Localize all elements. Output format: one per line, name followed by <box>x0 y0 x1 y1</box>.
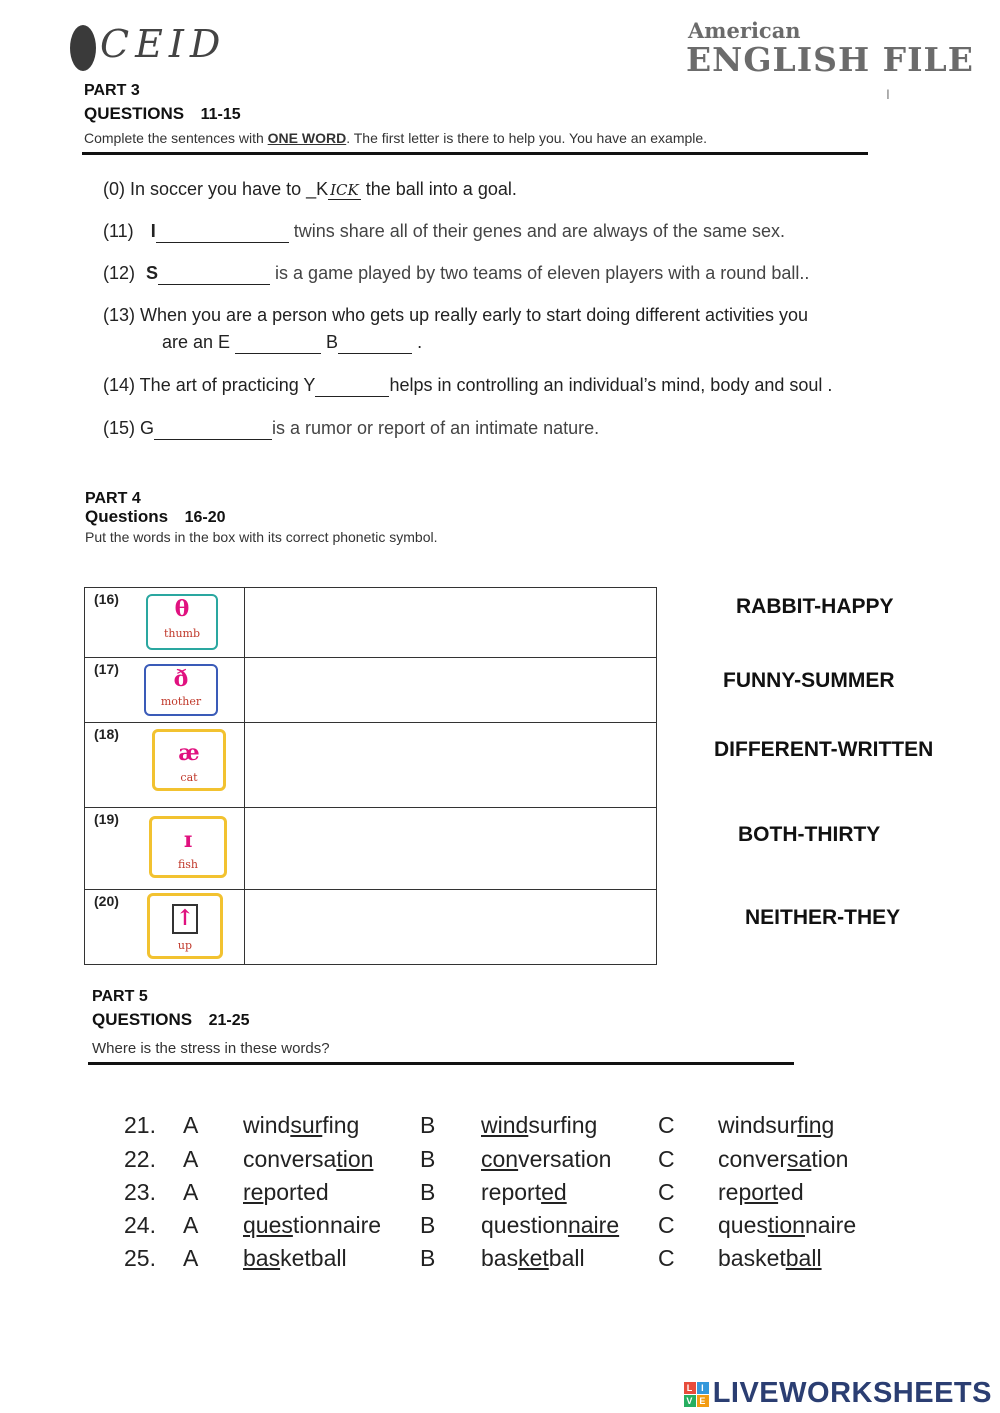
option-letter-a: A <box>183 1245 199 1271</box>
stress-option-c[interactable]: conversation <box>718 1146 849 1172</box>
phonetic-symbol-cell: (17) ð mother <box>85 658 245 723</box>
phonetic-row-17 <box>85 658 657 723</box>
option-letter-b: B <box>420 1212 436 1238</box>
question-15: (15) G is a rumor or report of an intimate nature. <box>103 418 600 438</box>
stress-option-b[interactable]: windsurfing <box>481 1112 598 1138</box>
stress-option-a[interactable]: basketball <box>243 1245 347 1271</box>
liveworksheets-badge-icon: L I V E <box>684 1382 709 1407</box>
part3-range: 11-15 <box>200 106 241 123</box>
fish-i-icon: ɪ fish <box>149 816 227 878</box>
option-letter-b: B <box>420 1245 436 1271</box>
word-pair-4[interactable]: BOTH-THIRTY <box>738 823 881 846</box>
question-12: (12) S is a game played by two teams of eleven players with a round ball.. <box>103 263 810 283</box>
phonetic-row-20 <box>85 890 657 965</box>
stress-question-number: 21. <box>124 1112 156 1138</box>
stress-option-c[interactable]: reported <box>718 1179 804 1205</box>
phonetic-symbol-cell: (18) æ cat <box>85 723 245 808</box>
phonetic-answer-cell-16[interactable] <box>245 588 657 658</box>
stress-question-number: 24. <box>124 1212 156 1238</box>
phonetic-row-16 <box>85 588 657 658</box>
brand-english-file: ENGLISH FILE <box>686 40 974 79</box>
word-pair-3[interactable]: DIFFERENT-WRITTEN <box>714 738 934 761</box>
stress-question-number: 25. <box>124 1245 156 1271</box>
phonetic-table <box>84 587 657 965</box>
part5-questions-header <box>92 1010 250 1030</box>
phonetic-answer-cell-20[interactable] <box>245 890 657 965</box>
q12-answer-field[interactable] <box>158 266 270 285</box>
stress-question-number: 23. <box>124 1179 156 1205</box>
q13-answer-field-b[interactable] <box>338 335 412 354</box>
mother-eth-icon: ð mother <box>144 664 218 716</box>
option-letter-c: C <box>658 1146 675 1172</box>
question-13-line1: (13) When you are a person who gets up really early to start doing different activities you <box>103 305 809 325</box>
part5-range: 21-25 <box>208 1012 250 1029</box>
part4-title: PART 4 <box>85 490 141 507</box>
phonetic-symbol-cell: (20) ↑ up <box>85 890 245 965</box>
one-word-emphasis: ONE WORD <box>267 130 347 146</box>
stress-option-a[interactable]: windsurfing <box>243 1112 360 1138</box>
stress-option-a[interactable]: reported <box>243 1179 329 1205</box>
part3-divider <box>82 152 868 155</box>
word-pair-5[interactable]: NEITHER-THEY <box>745 906 901 929</box>
part5-questions-label: QUESTIONS <box>92 1010 193 1029</box>
liveworksheets-logo: L I V E LIVEWORKSHEETS <box>684 1377 992 1410</box>
thumb-theta-icon: θ thumb <box>146 594 218 650</box>
phonetic-symbol-cell: (19) ɪ fish <box>85 808 245 890</box>
part4-instruction: Put the words in the box with its correct phonetic symbol. <box>85 529 438 545</box>
q11-answer-field[interactable] <box>156 224 289 243</box>
stress-question-number: 22. <box>124 1146 156 1172</box>
part3-questions-header <box>84 104 241 124</box>
stress-option-b[interactable]: reported <box>481 1179 567 1205</box>
brand-mark: I <box>886 86 890 102</box>
part4-questions-label: Questions <box>85 507 169 526</box>
phonetic-symbol-cell: (16) θ thumb <box>85 588 245 658</box>
word-pair-1[interactable]: RABBIT-HAPPY <box>736 595 894 618</box>
stress-option-c[interactable]: basketball <box>718 1245 822 1271</box>
phonetic-answer-cell-18[interactable] <box>245 723 657 808</box>
stress-option-b[interactable]: basketball <box>481 1245 585 1271</box>
stress-option-a[interactable]: questionnaire <box>243 1212 382 1238</box>
question-13-line2: are an E B . <box>162 332 423 352</box>
option-letter-b: B <box>420 1179 436 1205</box>
option-letter-c: C <box>658 1245 675 1271</box>
cat-ae-icon: æ cat <box>152 729 226 791</box>
option-letter-c: C <box>658 1179 675 1205</box>
option-letter-a: A <box>183 1146 199 1172</box>
phonetic-row-18 <box>85 723 657 808</box>
phonetic-answer-cell-19[interactable] <box>245 808 657 890</box>
example-answer: ICK <box>330 181 359 199</box>
question-11: (11) I twins share all of their genes and are always of the same sex. <box>103 221 785 241</box>
stress-option-b[interactable]: questionnaire <box>481 1212 620 1238</box>
word-pair-2[interactable]: FUNNY-SUMMER <box>723 669 895 692</box>
question-14: (14) The art of practicing Y helps in controlling an individual’s mind, body and soul . <box>103 375 833 395</box>
part3-instruction: Complete the sentences with ONE WORD. The first letter is there to help you. You have an example. <box>84 130 708 146</box>
q15-answer-field[interactable] <box>154 421 272 440</box>
logo-c-mark <box>70 25 96 71</box>
option-letter-a: A <box>183 1179 199 1205</box>
stress-option-c[interactable]: questionnaire <box>718 1212 857 1238</box>
option-letter-b: B <box>420 1146 436 1172</box>
handwritten-code: CEID <box>70 22 226 71</box>
part5-divider <box>88 1062 794 1065</box>
example-sentence: (0) In soccer you have to _K ICK the ball into a goal. <box>103 179 517 199</box>
q13-answer-field-e[interactable] <box>235 335 321 354</box>
part5-title: PART 5 <box>92 988 148 1005</box>
phonetic-answer-cell-17[interactable] <box>245 658 657 723</box>
part4-range: 16-20 <box>184 509 226 526</box>
brand-american: American <box>688 18 801 43</box>
option-letter-a: A <box>183 1112 199 1138</box>
up-wedge-icon: ↑ up <box>147 893 223 959</box>
part5-instruction: Where is the stress in these words? <box>92 1040 330 1057</box>
part3-questions-label: QUESTIONS <box>84 104 185 123</box>
option-letter-c: C <box>658 1212 675 1238</box>
stress-option-a[interactable]: conversation <box>243 1146 374 1172</box>
part3-title: PART 3 <box>84 82 140 99</box>
q14-answer-field[interactable] <box>315 378 389 397</box>
option-letter-b: B <box>420 1112 436 1138</box>
stress-option-b[interactable]: conversation <box>481 1146 612 1172</box>
phonetic-row-19 <box>85 808 657 890</box>
stress-option-c[interactable]: windsurfing <box>718 1112 835 1138</box>
option-letter-a: A <box>183 1212 199 1238</box>
part4-questions-header <box>85 507 226 527</box>
option-letter-c: C <box>658 1112 675 1138</box>
